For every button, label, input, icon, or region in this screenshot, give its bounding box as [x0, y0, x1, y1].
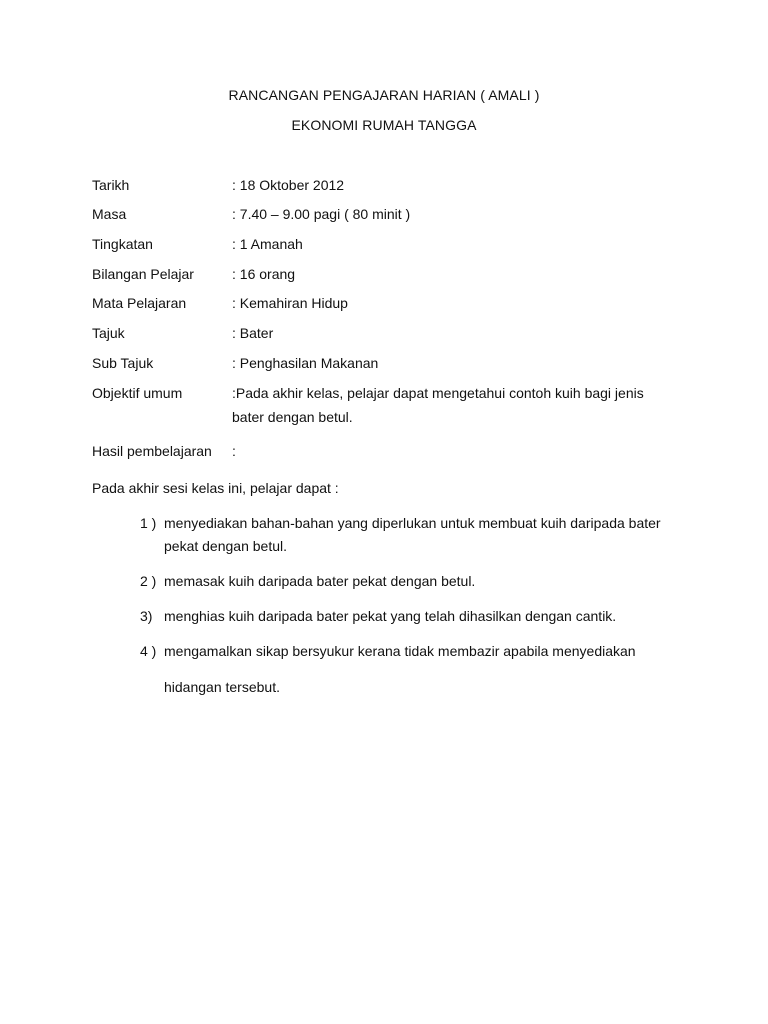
- info-label: Tajuk: [92, 325, 125, 341]
- list-item-text: mengamalkan sikap bersyukur kerana tidak membazir apabila menyediakan: [164, 643, 636, 659]
- list-item-number: 1 ): [140, 515, 157, 531]
- info-row-mata-pelajaran: [92, 295, 692, 315]
- list-item-text: menyediakan bahan-bahan yang diperlukan untuk membuat kuih daripada bater: [164, 515, 661, 531]
- info-value: : Kemahiran Hidup: [232, 295, 348, 311]
- info-row-objektif-umum: [92, 385, 692, 405]
- hasil-pembelajaran-label: Hasil pembelajaran: [92, 443, 212, 459]
- list-item-continuation: hidangan tersebut.: [164, 679, 280, 695]
- info-row-bilangan-pelajar: [92, 266, 692, 286]
- page-subtitle: EKONOMI RUMAH TANGGA: [291, 117, 477, 133]
- info-label: Mata Pelajaran: [92, 295, 187, 311]
- info-label: Tingkatan: [92, 236, 153, 252]
- info-label: Bilangan Pelajar: [92, 266, 194, 282]
- page-title: RANCANGAN PENGAJARAN HARIAN ( AMALI ): [228, 87, 540, 103]
- list-item-continuation: pekat dengan betul.: [164, 538, 287, 554]
- info-row-tingkatan: [92, 236, 692, 256]
- info-row-tarikh: [92, 177, 692, 197]
- info-value: : 7.40 – 9.00 pagi ( 80 minit ): [232, 206, 411, 222]
- info-label: Tarikh: [92, 177, 130, 193]
- list-item-text: memasak kuih daripada bater pekat dengan betul.: [164, 573, 476, 589]
- list-item-text: menghias kuih daripada bater pekat yang telah dihasilkan dengan cantik.: [164, 608, 617, 624]
- info-value: : Penghasilan Makanan: [232, 355, 379, 371]
- info-row-tajuk: [92, 325, 692, 345]
- info-value: : 16 orang: [232, 266, 296, 282]
- info-row-sub-tajuk: [92, 355, 692, 375]
- info-value: : 1 Amanah: [232, 236, 303, 252]
- info-label: Objektif umum: [92, 385, 183, 401]
- info-value: :Pada akhir kelas, pelajar dapat mengetahui contoh kuih bagi jenis: [232, 385, 644, 401]
- objektif-continuation: bater dengan betul.: [232, 409, 353, 425]
- hasil-pembelajaran-colon: :: [232, 443, 236, 459]
- info-label: Sub Tajuk: [92, 355, 154, 371]
- list-item-number: 4 ): [140, 643, 157, 659]
- info-value: : Bater: [232, 325, 274, 341]
- info-row-masa: [92, 206, 692, 226]
- objectives-intro: Pada akhir sesi kelas ini, pelajar dapat :: [92, 480, 339, 496]
- info-value: : 18 Oktober 2012: [232, 177, 345, 193]
- list-item-number: 2 ): [140, 573, 157, 589]
- list-item-number: 3): [140, 608, 153, 624]
- info-label: Masa: [92, 206, 127, 222]
